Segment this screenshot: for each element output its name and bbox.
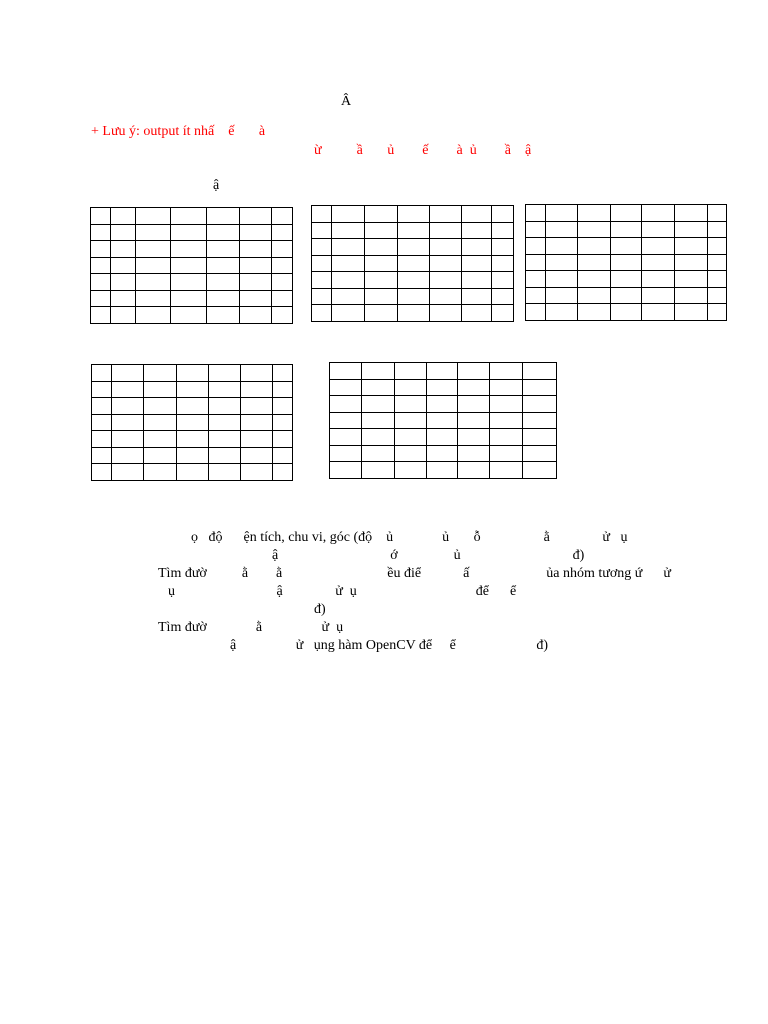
paragraph-line-5: đ) [314,602,326,617]
empty-table-2 [311,205,514,322]
section-label: ậ [213,178,220,193]
paragraph-line-6: Tìm đườ ằ ử ụ [158,620,344,635]
paragraph-line-1: ọ độ ện tích, chu vi, góc (độ ủ ủ ỗ ằ ử ụ [191,530,628,545]
empty-table-4 [91,364,293,481]
paragraph-line-3: Tìm đườ ằ ằ ều điể ấ ủa nhóm tương ứ ử [158,566,671,581]
heading: Â [341,94,352,109]
empty-table-5 [329,362,557,479]
empty-table-3 [525,204,727,321]
paragraph-line-7: ậ ử ụng hàm OpenCV để ể đ) [230,638,549,653]
note-line-1: + Lưu ý: output ít nhấ ế à [91,124,266,139]
paragraph-line-4: ụ ậ ử ụ để ể [168,584,517,599]
empty-table-1 [90,207,293,324]
note-line-2: ừ ầ ủ ế à ủ ầ ậ [314,143,532,158]
paragraph-line-2: ậ ớ ủ đ) [272,548,585,563]
